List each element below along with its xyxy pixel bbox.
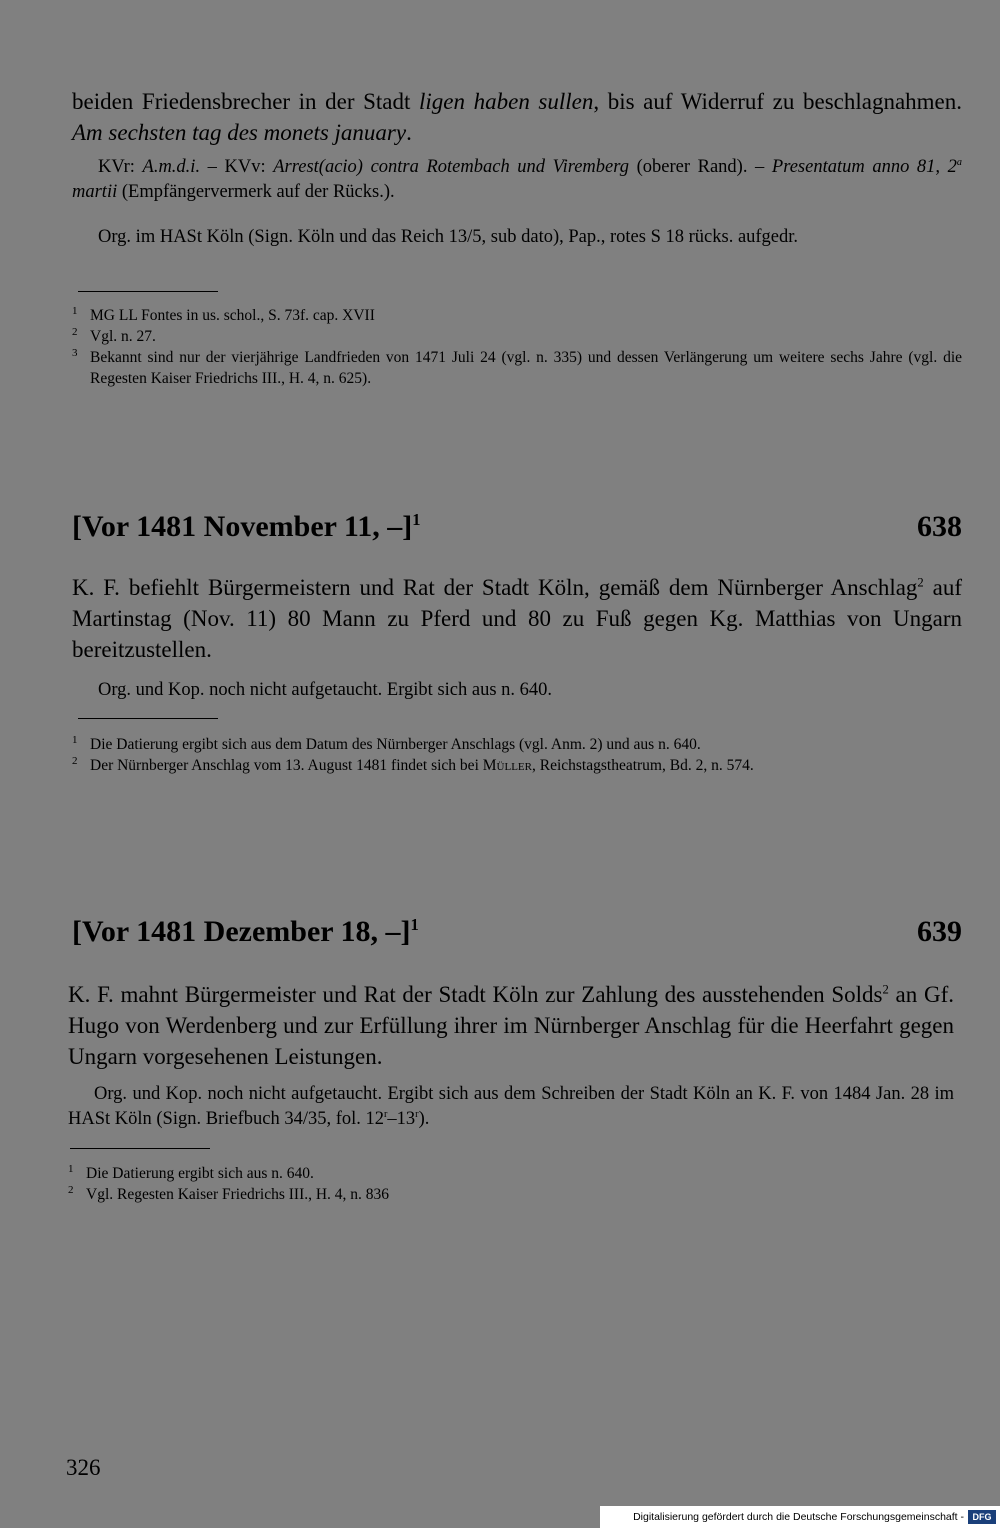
entry-date-title: [Vor 1481 Dezember 18, –]$^1$	[72, 915, 419, 948]
entry-summary-639: K. F. mahnt Bürgermeister und Rat der Stadt Köln zur Zahlung des ausstehenden Solds$^2$ an Gf. Hugo von Werdenberg und zur Erfüllung ihrer im Nürnberger Anschlag für die Heerfahrt gegen Ungarn vorgesehenen Leistungen.	[68, 982, 955, 1069]
footnote: 1 MG LL Fontes in us. schol., S. 73f. cap. XVII	[72, 305, 375, 324]
footnotes-639	[68, 1163, 958, 1205]
footnote: 2 Vgl. Regesten Kaiser Friedrichs III., H. 4, n. 836	[68, 1184, 390, 1203]
dfg-logo: DFG	[968, 1510, 996, 1524]
footnote: 3 Bekannt sind nur der vierjährige Landfrieden von 1471 Juli 24 (vgl. n. 335) und dessen Verlängerung um weitere sechs Jahre (vgl. die Regesten Kaiser Friedrichs III., H. 4, n. 625).	[72, 347, 962, 387]
footnote: 2 Vgl. n. 27.	[72, 326, 156, 345]
continued-body: beiden Friedensbrecher in der Stadt ligen haben sullen, bis auf Widerruf zu beschlagnahmen. Am sechsten tag des monets january.	[72, 89, 963, 145]
footnote: 1 Die Datierung ergibt sich aus dem Datum des Nürnberger Anschlags (vgl. Anm. 2) und aus n. 640.	[72, 734, 701, 753]
entry-summary-638: K. F. befiehlt Bürgermeistern und Rat der Stadt Köln, gemäß dem Nürnberger Anschlag$^2$ auf Martinstag (Nov. 11) 80 Mann zu Pferd und 80 zu Fuß gegen Kg. Matthias von Ungarn bereitzustellen.	[72, 575, 962, 662]
footnote: 2 Der Nürnberger Anschlag vom 13. August 1481 findet sich bei Müller, Reichstagstheatrum, Bd. 2, n. 574.	[72, 755, 754, 774]
endorsement-note: KVr: A.m.d.i. – KVv: Arrest(acio) contra Rotembach und Viremberg (oberer Rand). – Presentatum anno 81, 2$^a$ martii (Empfängervermerk auf der Rücks.).	[72, 156, 962, 202]
entry-date-title: [Vor 1481 November 11, –]$^1$	[72, 510, 421, 543]
footnote-rule	[78, 291, 218, 292]
footnotes-top	[72, 305, 962, 389]
original-source-note: Org. im HASt Köln (Sign. Köln und das Reich 13/5, sub dato), Pap., rotes S 18 rücks. aufgedr.	[98, 227, 799, 247]
footnote-rule	[70, 1148, 210, 1149]
entry-number: 639	[917, 915, 962, 948]
digitization-credit: Digitalisierung gefördert durch die Deutsche Forschungsgemeinschaft - DFG	[600, 1506, 1000, 1528]
entry-source-note-639: Org. und Kop. noch nicht aufgetaucht. Ergibt sich aus dem Schreiben der Stadt Köln an K. F. von 1484 Jan. 28 im HASt Köln (Sign. Briefbuch 34/35, fol. 12$^r$–13$^r$).	[68, 1084, 954, 1129]
entry-heading-638	[72, 510, 962, 550]
footnote-rule	[78, 718, 218, 719]
entry-heading-639	[72, 915, 962, 955]
entry-source-note-638: Org. und Kop. noch nicht aufgetaucht. Ergibt sich aus n. 640.	[98, 680, 553, 700]
footnote: 1 Die Datierung ergibt sich aus n. 640.	[68, 1163, 314, 1182]
footnotes-638	[72, 734, 962, 776]
entry-number: 638	[917, 510, 962, 543]
page-number: 326	[66, 1455, 101, 1480]
